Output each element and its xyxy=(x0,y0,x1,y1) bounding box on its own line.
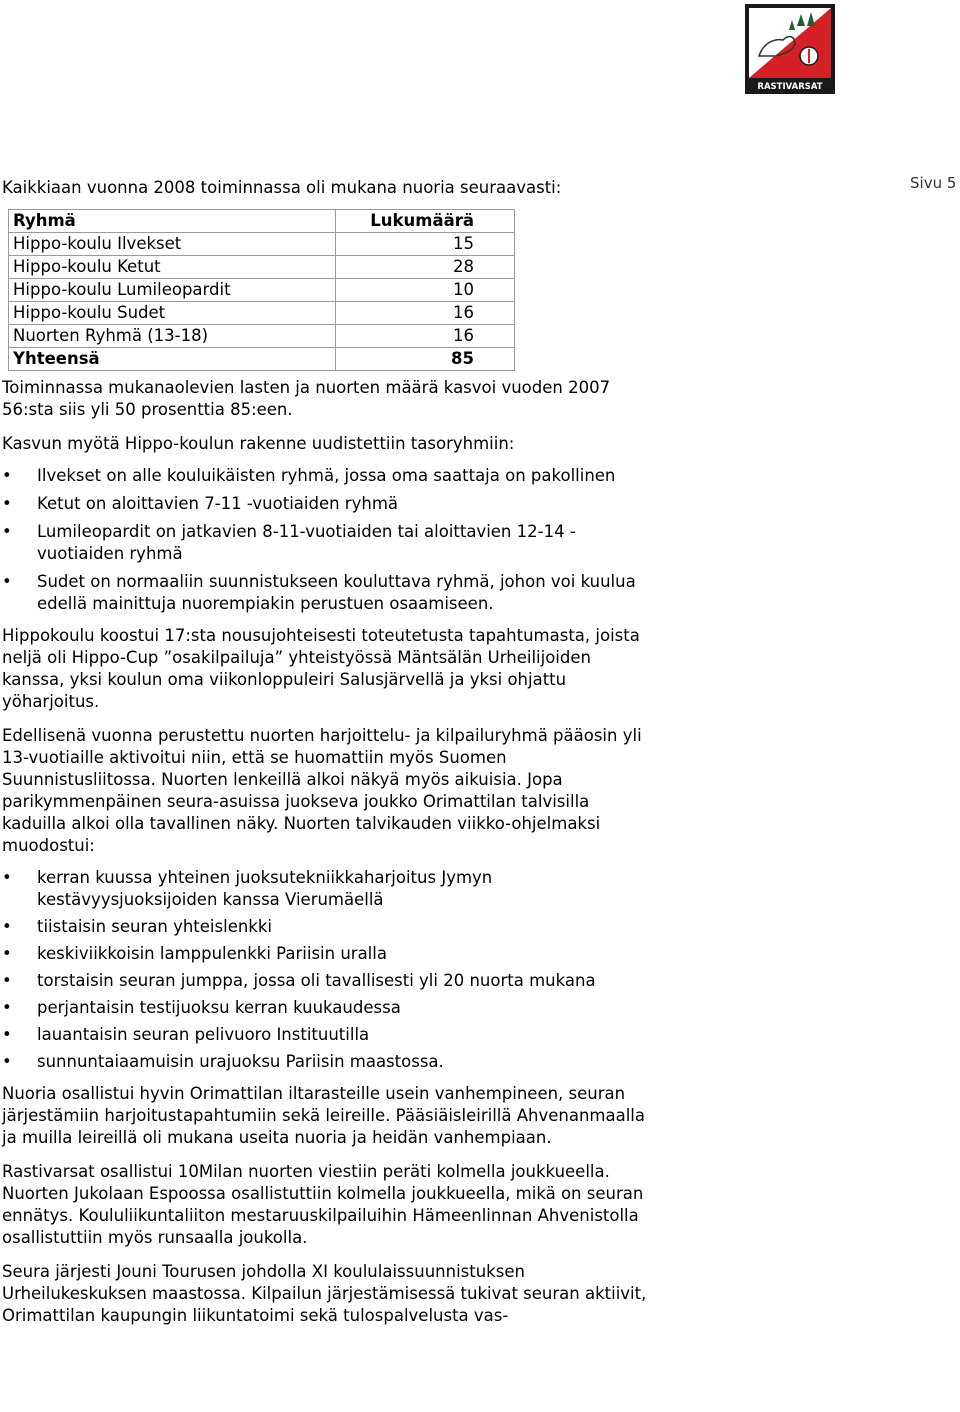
list-item-text: sunnuntaiaamuisin urajuoksu Pariisin maastossa. xyxy=(37,1052,444,1071)
rastivarsat-logo-icon xyxy=(745,4,835,94)
bullet-icon: • xyxy=(2,971,12,990)
group-count: 15 xyxy=(336,233,515,256)
list-item-text: Ilvekset on alle kouluikäisten ryhmä, jossa oma saattaja on pakollinen xyxy=(37,466,616,485)
table-total-row xyxy=(9,348,515,371)
table-header-count: Lukumäärä xyxy=(336,210,515,233)
list-item xyxy=(2,943,647,965)
table-row xyxy=(9,302,515,325)
list-item-text: Lumileopardit on jatkavien 8-11-vuotiaiden tai aloittavien 12-14 -vuotiaiden ryhmä xyxy=(37,522,576,563)
page-number: Sivu 5 xyxy=(910,174,957,192)
list-item xyxy=(2,970,647,992)
bullet-icon: • xyxy=(2,868,12,887)
document-body xyxy=(2,177,647,1339)
groups-list xyxy=(2,465,647,615)
list-item-text: torstaisin seuran jumppa, jossa oli tavallisesti yli 20 nuorta mukana xyxy=(37,971,596,990)
list-item xyxy=(2,521,647,565)
group-count: 10 xyxy=(336,279,515,302)
group-count: 28 xyxy=(336,256,515,279)
list-item-text: Ketut on aloittavien 7-11 -vuotiaiden ryhmä xyxy=(37,494,399,513)
participation-paragraph: Nuoria osallistui hyvin Orimattilan iltarasteille usein vanhempineen, seuran järjestämiin harjoitustapahtumiin sekä leireille. Pääsiäisleirillä Ahvenanmaalla ja muilla leireillä oli mukana useita nuoria ja heidän vanhempiaan. xyxy=(2,1084,646,1147)
club-logo xyxy=(745,4,835,94)
group-name: Hippo-koulu Ketut xyxy=(9,256,336,279)
total-count: 85 xyxy=(336,348,515,371)
bullet-icon: • xyxy=(2,522,12,541)
youth-group-paragraph: Edellisenä vuonna perustettu nuorten harjoittelu- ja kilpailuryhmä pääosin yli 13-vuotiaille aktivoitui niin, että se huomattiin myös Suomen Suunnistusliitossa. Nuorten lenkeillä alkoi näkyä myös aikuisia. Jopa parikymmenpäinen seura-asuissa juokseva joukko Orimattilan talvisilla kaduilla alkoi olla tavallinen näky. Nuorten talvikauden viikko-ohjelmaksi muodostui: xyxy=(2,726,642,855)
list-item-text: perjantaisin testijuoksu kerran kuukaudessa xyxy=(37,998,401,1017)
bullet-icon: • xyxy=(2,466,12,485)
logo-text: RASTIVARSAT xyxy=(757,82,823,92)
school-event-paragraph: Seura järjesti Jouni Tourusen johdolla XI koululaissuunnistuksen Urheilukeskuksen maastossa. Kilpailun järjestämisessä tukivat seuran aktiivit, Orimattilan kaupungin liikuntatoimi sekä tulospalvelusta vas- xyxy=(2,1262,647,1325)
list-item xyxy=(2,916,647,938)
list-item xyxy=(2,493,647,515)
group-count: 16 xyxy=(336,325,515,348)
table-row xyxy=(9,279,515,302)
list-item-text: lauantaisin seuran pelivuoro Instituutilla xyxy=(37,1025,370,1044)
bullet-icon: • xyxy=(2,998,12,1017)
table-header-group: Ryhmä xyxy=(9,210,336,233)
total-label: Yhteensä xyxy=(9,348,336,371)
list-item-text: keskiviikkoisin lamppulenkki Pariisin uralla xyxy=(37,944,387,963)
table-header-row xyxy=(9,210,515,233)
list-item xyxy=(2,1051,647,1073)
growth-paragraph: Toiminnassa mukanaolevien lasten ja nuorten määrä kasvoi vuoden 2007 56:sta siis yli 50 prosenttia 85:een. xyxy=(2,378,611,419)
table-row xyxy=(9,256,515,279)
list-item xyxy=(2,571,647,615)
list-item-text: kerran kuussa yhteinen juoksutekniikkaharjoitus Jymyn kestävyysjuoksijoiden kanssa Vierumäellä xyxy=(37,868,493,909)
bullet-icon: • xyxy=(2,1052,12,1071)
list-item xyxy=(2,1024,647,1046)
bullet-icon: • xyxy=(2,494,12,513)
bullet-icon: • xyxy=(2,1025,12,1044)
group-name: Hippo-koulu Sudet xyxy=(9,302,336,325)
list-item xyxy=(2,997,647,1019)
intro-paragraph: Kaikkiaan vuonna 2008 toiminnassa oli mukana nuoria seuraavasti: xyxy=(2,178,562,197)
group-name: Nuorten Ryhmä (13-18) xyxy=(9,325,336,348)
bullet-icon: • xyxy=(2,917,12,936)
list-item xyxy=(2,867,647,911)
list-item-text: tiistaisin seuran yhteislenkki xyxy=(37,917,272,936)
groups-table xyxy=(8,209,515,371)
table-row xyxy=(9,233,515,256)
group-name: Hippo-koulu Ilvekset xyxy=(9,233,336,256)
relays-paragraph: Rastivarsat osallistui 10Milan nuorten viestiin peräti kolmella joukkueella. Nuorten Jukolaan Espoossa osallistuttiin kolmella joukkueella, mikä on seuran ennätys. Koululiikuntaliiton mestaruuskilpailuihin Hämeenlinnan Ahvenistolla osallistuttiin myös runsaalla joukolla. xyxy=(2,1162,644,1247)
structure-intro-paragraph: Kasvun myötä Hippo-koulun rakenne uudistettiin tasoryhmiin: xyxy=(2,434,515,453)
weekly-program-list xyxy=(2,867,647,1073)
list-item-text: Sudet on normaaliin suunnistukseen kouluttava ryhmä, johon voi kuulua edellä mainittuja nuorempiakin perustuen osaamiseen. xyxy=(37,572,636,613)
hippo-events-paragraph: Hippokoulu koostui 17:sta nousujohteisesti toteutetusta tapahtumasta, joista neljä oli Hippo-Cup ”osakilpailuja” yhteistyössä Mäntsälän Urheilijoiden kanssa, yksi koulun oma viikonloppuleiri Salusjärvellä ja yksi ohjattu yöharjoitus. xyxy=(2,626,640,711)
bullet-icon: • xyxy=(2,944,12,963)
bullet-icon: • xyxy=(2,572,12,591)
group-name: Hippo-koulu Lumileopardit xyxy=(9,279,336,302)
group-count: 16 xyxy=(336,302,515,325)
list-item xyxy=(2,465,647,487)
table-row xyxy=(9,325,515,348)
